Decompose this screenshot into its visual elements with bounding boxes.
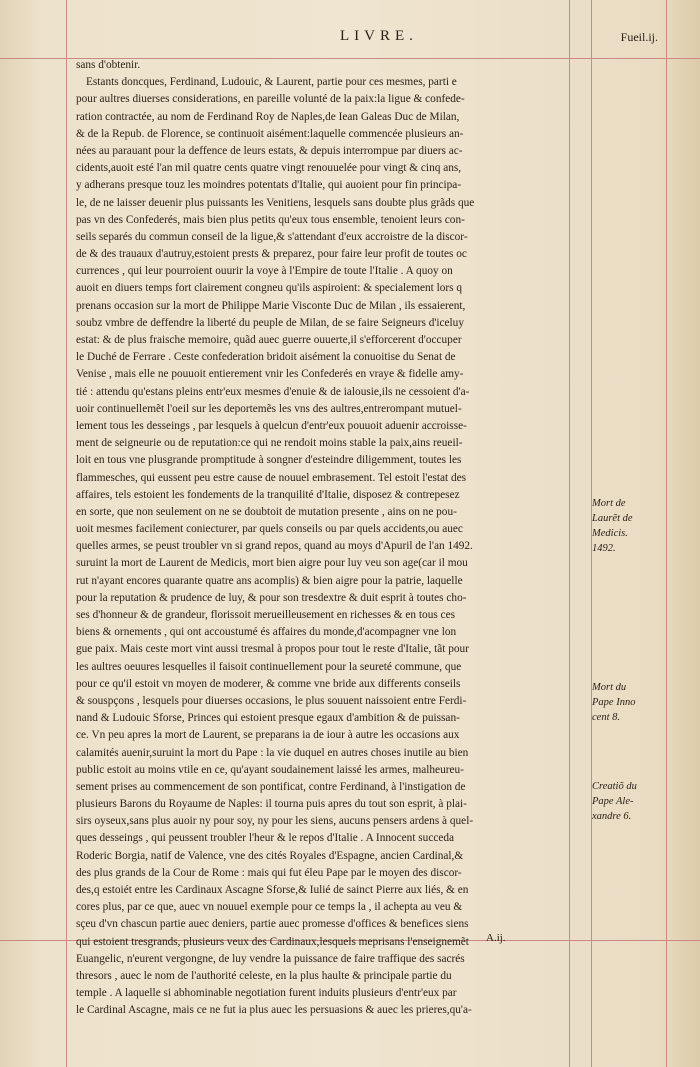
text-line: de & des trauaux d'autruy,estoient prests & preparez, pour faire leur profit de toutes oc — [76, 248, 467, 261]
text-line: quelles armes, se peust troubler vn si grand repos, quand au moys d'Apuril de l'an 1492. — [76, 540, 473, 553]
text-line: le Duché de Ferrare . Ceste confederation bridoit aisément la conuoitise du Senat de — [76, 351, 456, 364]
text-line: cores plus, par ce que, auec vn nouuel exemple pour ce temps la , il achepta au veu & — [76, 901, 463, 914]
text-line: plusieurs Barons du Royaume de Naples: il tourna puis apres du tout son esprit, à plai- — [76, 798, 467, 811]
text-line: pour la reputation & prudence de luy, & pour son tresdextre & duit esprit à toutes cho- — [76, 591, 467, 604]
text-line: Venise , mais elle ne pouuoit entierement vnir les Confederés en vraye & fidelle amy- — [76, 368, 464, 381]
text-line: biens & ornements , qui ont accoustumé és affaires du monde,d'acompagner vne lon — [76, 626, 457, 639]
text-line: gue paix. Mais ceste mort vint aussi tresmal à propos pour tout le reste d'Italie, tãt pour — [76, 643, 469, 656]
text-line: Estants doncques, Ferdinand, Ludouic, & Laurent, partie pour ces mesmes, parti e — [86, 76, 457, 89]
text-line: des,q estoiét entre les Cardinaux Ascagne Sforse,& Iulié de sainct Pierre aux liés, & en — [76, 884, 469, 896]
text-line: y adherans presque touz les moindres potentats d'Italie, qui auoient pour fin principa- — [76, 179, 462, 192]
text-line: sement prises au commencement de son pontificat, contre Ferdinand, à l'instigation de — [76, 780, 466, 793]
text-line: suruint la mort de Laurent de Medicis, mort bien aigre pour luy veu son age(car il mou — [76, 557, 468, 570]
page-header — [70, 28, 670, 54]
text-line: le Cardinal Ascagne, mais ce ne fut ia plus auec les persuasions & auec les prieres,qu'a- — [76, 1004, 472, 1017]
text-line: thresors , auec le nom de l'authorité celeste, en la plus haulte & principale partie du — [76, 969, 452, 982]
margin-note-creation-alexander — [592, 779, 668, 824]
margin-note-line: Laurẽt de — [592, 513, 633, 524]
text-line: rut n'ayant encores quarante quatre ans acomplis) & bien aigre pour la patrie, laquelle — [76, 574, 463, 587]
text-line: le, de ne laisser deuenir plus puissants les Venitiens, lesquels sans doubte plus grãds que — [76, 196, 475, 209]
text-line: prenans occasion sur la mort de Philippe Marie Visconte Duc de Milan , ils essaierent, — [76, 299, 466, 312]
text-line: seils separés du commun conseil de la ligue,& s'attendant d'eux accroistre de la discor- — [76, 230, 468, 243]
text-line: cidents,auoit esté l'an mil quatre cents quatre vingt renouuelée pour vingt & cinq ans, — [76, 162, 462, 175]
margin-note-line: Medicis. — [592, 528, 628, 539]
folio-number: Fueil.ij. — [620, 30, 658, 44]
text-line: estat: & de plus fraische memoire, quãd auec guerre ouuerte,il s'efforcerent d'occuper — [76, 334, 462, 346]
text-line: ment de seigneurie ou de reputation:ce qui ne rendoit moins stable la paix,ains reueil- — [76, 437, 463, 450]
text-line: loit en tous vne plusgrande promptitude à songner d'esteindre diligemment, toutes les — [76, 454, 462, 467]
text-line: sans d'obtenir. — [76, 59, 141, 71]
signature-mark: A.ij. — [486, 932, 506, 944]
margin-note-line: Pape Ale- — [592, 796, 634, 807]
margin-note-death-innocent — [592, 680, 668, 725]
text-line: ration contractée, au nom de Ferdinand Roy de Naples,de Iean Galeas Duc de Milan, — [76, 110, 460, 123]
text-line: Roderic Borgia, natif de Valence, vne des cités Royales d'Espagne, ancien Cardinal,& — [76, 849, 464, 862]
text-line: uoir continuellemẽt l'oeil sur les deportemẽs les vns des aultres,entrerompant mutuel- — [76, 402, 462, 415]
running-head: LIVRE. — [340, 28, 418, 44]
text-line: calamités auenir,suruint la mort du Pape : la vie duquel en autres choses inutile au bien — [76, 746, 469, 759]
margin-note-line: Pape Inno — [592, 697, 636, 708]
margin-note-line: Creatiõ du — [592, 781, 637, 792]
text-line: sirs oyseux,sans plus auoir ny pour soy, ny pour les siens, aucuns pensers ardens à quel- — [76, 815, 474, 828]
text-line: en sorte, que non seulement on ne se doubtoit de mutation presente , ains on ne pou- — [76, 505, 457, 518]
margin-note-line: Mort du — [592, 682, 627, 693]
margin-note-line: xandre 6. — [592, 811, 632, 822]
text-line: ce. Vn peu apres la mort de Laurent, se preparans ia de iour à autre les occasions aux — [76, 729, 460, 742]
text-line: pour ce qu'il estoit vn moyen de moderer, & comme vne bride aux differents conseils — [76, 677, 461, 690]
text-line: les aultres oeuures lesquelles il faisoit continuellement pour la seureté commune, que — [76, 660, 462, 673]
text-line: & souspçons , lesquels pour diuerses occasions, le plus souuent naissoient entre Ferdi- — [76, 694, 467, 707]
body-text — [76, 57, 570, 1020]
text-line: nand & Ludouic Sforse, Princes qui estoient presque egaux d'ambition & de puissan- — [76, 712, 460, 725]
text-line: sçeu d'vn chascun partie auec deniers, partie auec promesse d'offices & benefices siens — [76, 918, 469, 931]
margin-note-line: 1492. — [592, 543, 616, 554]
text-line: Euangelic, n'eurent vergongne, de luy vendre la puissance de faire traffique des sacrés — [76, 952, 465, 965]
text-line: uoit mesmes facilement coniecturer, par quels conseils ou par quels accidents,ou auec — [76, 523, 463, 536]
text-line: public estoit au moins vtile en ce, qu'ayant soudainement laissé les armes, malheureu- — [76, 763, 464, 776]
text-line: lement tous les desseings , par lesquels à quelcun d'entr'eux pouuoit aduenir accroisse- — [76, 419, 467, 432]
text-line: pour aultres diuerses considerations, en pareille volunté de la paix:la ligue & confede- — [76, 93, 465, 106]
text-line: soubz vmbre de deffendre la liberté du peuple de Milan, de se faire Seigneurs d'iceluy — [76, 316, 464, 329]
margin-rule-left — [66, 0, 67, 1067]
text-line: affaires, tels estoient les fondements de la tranquilité d'Italie, disposez & contrepesez — [76, 488, 460, 501]
margin-note-line: cent 8. — [592, 712, 620, 723]
text-line: & de la Repub. de Florence, se continuoit aisément:laquelle commencée plusieurs an- — [76, 127, 464, 140]
text-line: ses d'honneur & de grandeur, florissoit merueilleusement en richesses & en tous ces — [76, 609, 455, 621]
text-line: temple . A laquelle si abhominable negotiation furent induits plusieurs d'entr'eux par — [76, 987, 457, 1000]
margin-note-line: Mort de — [592, 498, 626, 509]
text-line: qui estoient tresgrands, plusieurs veux des Cardinaux,lesquels meprisans l'enseignemẽt — [76, 935, 469, 948]
text-line: currences , qui leur pourroient ouurir la voye à l'Empire de toute l'Italie . A quoy on — [76, 265, 453, 278]
margin-note-death-lorenzo — [592, 496, 668, 556]
text-line: des plus grands de la Cour de Rome : mais qui fut éleu Pape par le moyen des discor- — [76, 866, 462, 879]
text-line: flammesches, qui eussent peu estre cause de nouuel embrasement. Tel estoit l'estat des — [76, 471, 467, 484]
text-line: auoit en diuers temps fort clairement congneu qu'ils aspiroient: & specialement lors q — [76, 282, 463, 295]
text-line: tié : attendu qu'estans pleins entr'eux mesmes d'enuie & de ialousie,ils ne cessoient d'a- — [76, 385, 470, 398]
text-line: ques desseings , qui peussent troubler l'heur & le repos d'Italie . A Innocent succeda — [76, 832, 455, 845]
text-line: pas vn des Confederés, mais bien plus petits qu'eux tous ensemble, tenoient leurs con- — [76, 213, 465, 226]
text-line: nées au parauant pour la deffence de leurs estats, & depuis interrompue par diuers ac- — [76, 144, 463, 157]
